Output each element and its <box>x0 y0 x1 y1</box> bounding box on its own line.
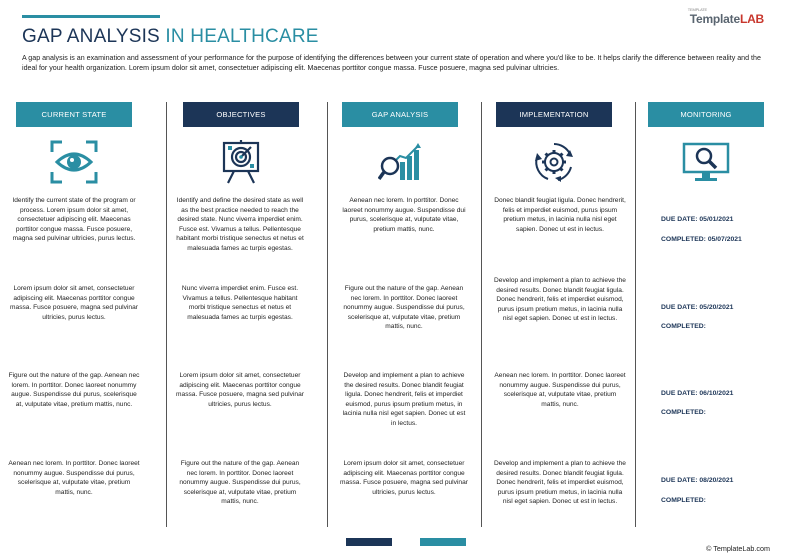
column-header: MONITORING <box>648 102 764 127</box>
cell-objectives-1: Identify and define the desired state as well as the best practice needed to reach the desired state. Nunc viverra imperdiet enim. Fusce est. Vivamus a tellus. Pellentesque habitant morbi tristique senectus et netus et malesuada fames ac turpis egestas. <box>176 197 304 252</box>
cell-current-state-3: Figure out the nature of the gap. Aenean nec lorem. In porttitor. Donec laoreet nonummy augue. Suspendisse dui purus, scelerisque at, vulputate vitae, pretium mattis, nunc. <box>8 372 140 408</box>
completed-date-3: COMPLETED: <box>661 409 706 416</box>
column-header: IMPLEMENTATION <box>496 102 612 127</box>
gear-cycle-icon <box>496 137 612 187</box>
column-header: OBJECTIVES <box>183 102 299 127</box>
eye-icon <box>16 137 132 187</box>
title-main: GAP ANALYSIS <box>22 26 160 47</box>
column-objectives <box>183 102 299 127</box>
column-header: CURRENT STATE <box>16 102 132 127</box>
cell-objectives-4: Figure out the nature of the gap. Aenean nec lorem. In porttitor. Donec laoreet nonummy augue. Suspendisse dui purus, scelerisque at, vulputate vitae, pretium mattis, nunc. <box>179 460 301 506</box>
cell-objectives-2: Nunc viverra imperdiet enim. Fusce est. Vivamus a tellus. Pellentesque habitant morbi tristique senectus et netus et malesuada fames ac turpis egestas. <box>181 285 299 321</box>
completed-date-1: COMPLETED: 05/07/2021 <box>661 236 742 243</box>
cell-gap-analysis-4: Lorem ipsum dolor sit amet, consectetuer adipiscing elit. Maecenas porttitor congue massa. Fusce posuere, magna sed pulvinar ultricies, purus lectus. <box>340 460 468 496</box>
cell-implementation-2: Develop and implement a plan to achieve the desired results. Donec blandit feugiat ligula. Donec hendrerit, felis et imperdiet euismod, purus ipsum pretium metus, in lacinia nulla nisl eget sapien. Donec ut est in lectus. <box>494 277 626 323</box>
copyright: © TemplateLab.com <box>706 544 770 553</box>
column-divider <box>635 102 636 527</box>
cell-implementation-4: Develop and implement a plan to achieve the desired results. Donec blandit feugiat ligula. Donec hendrerit, felis et imperdiet euismod, purus ipsum pretium metus, in lacinia nulla nisl eget sapien. Donec ut est in lectus. <box>494 460 626 506</box>
page-title <box>22 26 319 48</box>
monitor-search-icon <box>648 137 764 187</box>
footer-bar-navy <box>346 538 392 546</box>
column-header: GAP ANALYSIS <box>342 102 458 127</box>
templatelab-logo: TEMPLATE TemplateLAB <box>687 7 764 26</box>
cell-gap-analysis-2: Figure out the nature of the gap. Aenean nec lorem. In porttitor. Donec laoreet nonummy augue. Suspendisse dui purus, scelerisque at, vulputate vitae, pretium mattis, nunc. <box>343 285 465 331</box>
due-date-1: DUE DATE: 05/01/2021 <box>661 216 734 223</box>
column-implementation <box>496 102 612 127</box>
title-accent: IN HEALTHCARE <box>165 26 319 47</box>
cell-current-state-2: Lorem ipsum dolor sit amet, consectetuer adipiscing elit. Maecenas porttitor congue massa. Fusce posuere, magna sed pulvinar ultricies, purus lectus. <box>10 285 138 321</box>
column-divider <box>166 102 167 527</box>
footer-bar-teal <box>420 538 466 546</box>
cell-current-state-4: Aenean nec lorem. In porttitor. Donec laoreet nonummy augue. Suspendisse dui purus, scelerisque at, vulputate vitae, pretium mattis, nunc. <box>8 460 140 496</box>
due-date-3: DUE DATE: 06/10/2021 <box>661 390 734 397</box>
column-monitoring <box>648 102 764 127</box>
completed-date-4: COMPLETED: <box>661 497 706 504</box>
target-board-icon <box>183 137 299 187</box>
cell-objectives-3: Lorem ipsum dolor sit amet, consectetuer adipiscing elit. Maecenas porttitor congue massa. Fusce posuere, magna sed pulvinar ultricies, purus lectus. <box>176 372 304 408</box>
cell-gap-analysis-3: Develop and implement a plan to achieve the desired results. Donec blandit feugiat ligula. Donec hendrerit, felis et imperdiet euismod, purus ipsum pretium metus, in lacinia nulla nisl eget sapien. Donec ut est in lectus. <box>342 372 466 427</box>
column-divider <box>481 102 482 527</box>
top-accent-rule <box>22 15 160 18</box>
cell-implementation-1: Donec blandit feugiat ligula. Donec hendrerit, felis et imperdiet euismod, purus ipsum pretium metus, in lacinia nulla nisl eget sapien. Donec ut est in lectus. <box>494 197 626 233</box>
column-gap-analysis <box>342 102 458 127</box>
due-date-4: DUE DATE: 08/20/2021 <box>661 477 734 484</box>
cell-implementation-3: Aenean nec lorem. In porttitor. Donec laoreet nonummy augue. Suspendisse dui purus, scelerisque at, vulputate vitae, pretium mattis, nunc. <box>494 372 626 408</box>
column-divider <box>327 102 328 527</box>
column-current-state <box>16 102 132 127</box>
intro-paragraph: A gap analysis is an examination and assessment of your performance for the purpose of identifying the differences between your current state of operation and where you'd like to be. It helps clarify the difference between reality and the ideal for your health organization. Lorem ipsum dolor sit amet, consectetuer adipiscing elit. Maecenas porttitor congue massa. Fusce posuere, magna sed pulvinar ultricies. <box>22 54 761 73</box>
cell-gap-analysis-1: Aenean nec lorem. In porttitor. Donec laoreet nonummy augue. Suspendisse dui purus, scelerisque at, vulputate vitae, pretium mattis, nunc. <box>342 197 466 233</box>
cell-current-state-1: Identify the current state of the program or process. Lorem ipsum dolor sit amet, consectetuer adipiscing elit. Maecenas porttitor congue massa. Fusce posuere, magna sed pulvinar ultricies, purus lectus. <box>12 197 136 243</box>
due-date-2: DUE DATE: 05/20/2021 <box>661 304 734 311</box>
completed-date-2: COMPLETED: <box>661 323 706 330</box>
analysis-chart-icon <box>342 137 458 187</box>
